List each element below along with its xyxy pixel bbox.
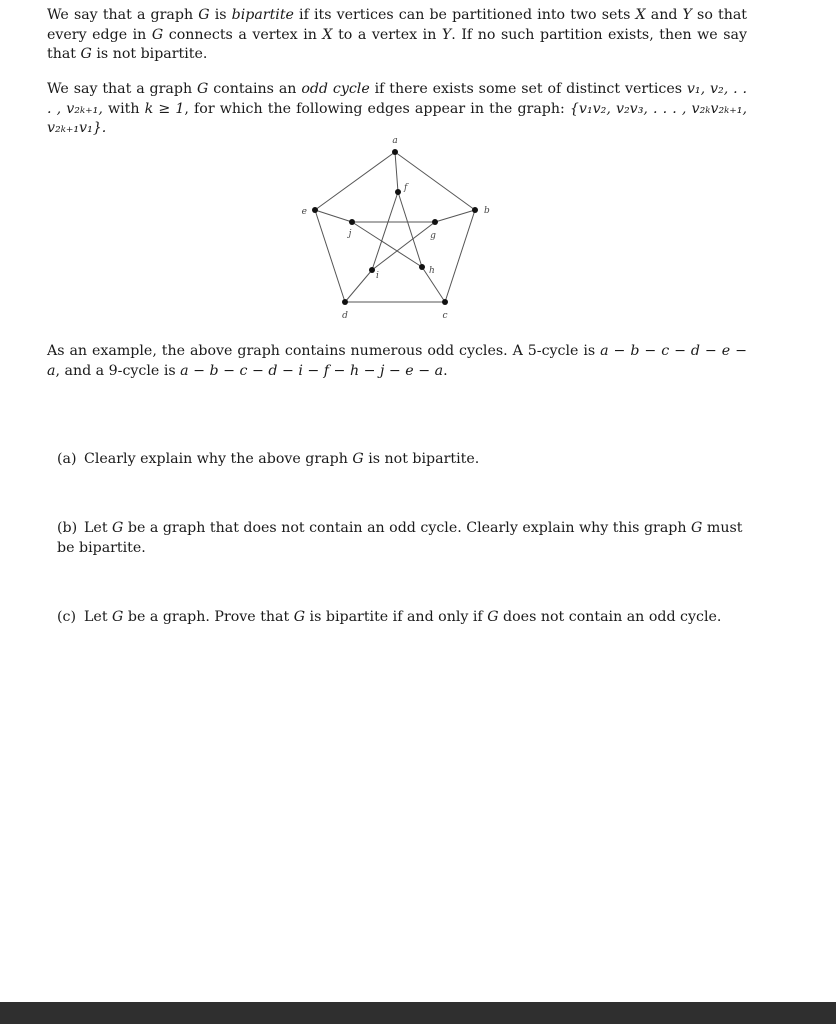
vertex-d [342, 299, 348, 305]
vertex-e [312, 207, 318, 213]
question-a-label: (a) [57, 451, 77, 467]
edge-d-e [315, 210, 345, 302]
edge-e-j [315, 210, 352, 222]
vertex-label-i: i [376, 271, 379, 281]
bipartite-definition: We say that a graph G is bipartite if its vertices can be partitioned into two sets X and Y so that every edge in G connects a vertex in X to a vertex in Y. If no such partition exists, then we say that G is not bipartite. [47, 7, 748, 62]
edge-set: {v₁v₂, v₂v₃, . . . , v₂ₖv₂ₖ₊₁, v₂ₖ₊₁v₁}. [47, 100, 747, 136]
edge-b-g [435, 210, 475, 222]
edge-i-g [372, 222, 435, 270]
petersen-graph-figure [290, 130, 510, 325]
bottom-bar [0, 1002, 836, 1024]
question-c: (c) Let G be a graph. Prove that G is bipartite if and only if G does not contain an odd cycle. [57, 608, 747, 628]
edge-d-i [345, 270, 372, 302]
edge-b-c [445, 210, 475, 302]
vertex-label-c: c [442, 311, 448, 321]
vertex-j [349, 219, 355, 225]
edge-h-f [398, 192, 422, 267]
edge-a-f [395, 152, 398, 192]
vertex-a [392, 149, 398, 155]
vertex-label-g: g [430, 231, 436, 241]
edge-j-h [352, 222, 422, 267]
vertex-label-f: f [404, 183, 408, 193]
vertex-b [472, 207, 478, 213]
vertex-label-e: e [301, 207, 307, 217]
five-cycle: a − b − c − d − e − a [47, 343, 747, 379]
vertex-c [442, 299, 448, 305]
vertex-i [369, 267, 375, 273]
nine-cycle: a − b − c − d − i − f − h − j − e − a [180, 362, 444, 379]
vertex-label-d: d [342, 311, 348, 321]
vertex-f [395, 189, 401, 195]
vertex-label-j: j [348, 229, 352, 239]
vertex-label-a: a [392, 136, 398, 146]
vertex-label-h: h [429, 266, 435, 276]
vertex-g [432, 219, 438, 225]
example-paragraph: As an example, the above graph contains numerous odd cycles. A 5-cycle is a − b − c − d − e − a, and a 9-cycle is a − b − c − d − i − f − h − j − e − a. [47, 343, 747, 379]
term-bipartite: bipartite [231, 7, 294, 23]
graph-edges [315, 152, 475, 302]
vertex-label-b: b [484, 206, 490, 216]
question-b-label: (b) [57, 520, 78, 536]
edge-e-a [315, 152, 395, 210]
question-a: (a) Clearly explain why the above graph G is not bipartite. [57, 450, 747, 470]
edge-a-b [395, 152, 475, 210]
question-b: (b) Let G be a graph that does not contain an odd cycle. Clearly explain why this graph G must be bipartite. [57, 520, 743, 556]
vertex-h [419, 264, 425, 270]
edge-f-i [372, 192, 398, 270]
question-c-label: (c) [57, 609, 77, 625]
term-odd-cycle: odd cycle [301, 81, 370, 97]
vertex-sequence: v₁, v₂, . . . , v₂ₖ₊₁, [47, 81, 747, 117]
odd-cycle-definition: We say that a graph G contains an odd cycle if there exists some set of distinct vertices v₁, v₂, . . . , v₂ₖ₊₁, with k ≥ 1, for which the following edges appear in the graph: {v₁v₂, v₂v₃, . . . , v₂ₖv₂ₖ₊₁, v₂ₖ₊₁v₁}. [47, 81, 747, 136]
